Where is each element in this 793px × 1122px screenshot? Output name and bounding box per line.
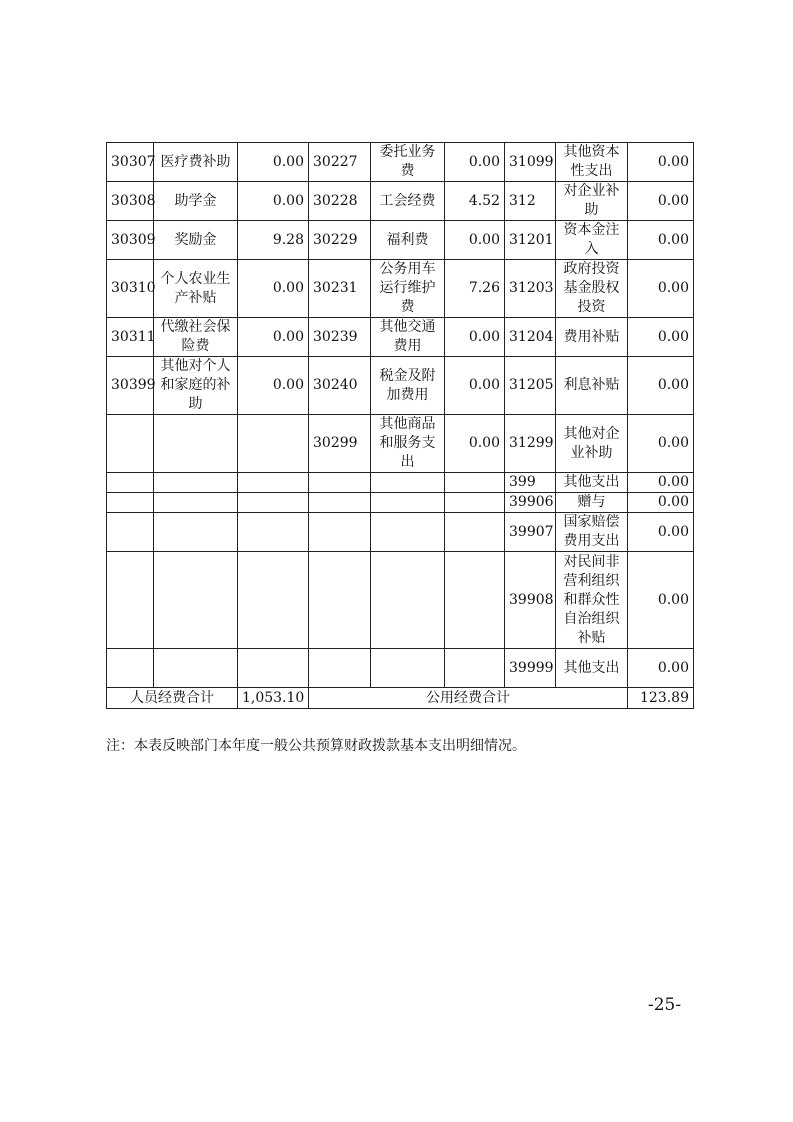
cell-name-2: 公务用车运行维护费 [371,260,445,318]
cell-code-3: 312 [505,182,556,221]
cell-name-3: 其他支出 [556,649,628,688]
cell-amount-1 [238,513,309,552]
cell-name-3: 国家赔偿费用支出 [556,513,628,552]
cell-name-2: 税金及附加费用 [371,357,445,415]
cell-name-1: 代缴社会保险费 [154,318,238,357]
table-body [107,143,694,688]
cell-code-2: 30229 [309,221,371,260]
table-row [107,182,694,221]
cell-code-3: 39907 [505,513,556,552]
table-row [107,649,694,688]
cell-code-2 [309,473,371,493]
table-note: 注：本表反映部门本年度一般公共预算财政拨款基本支出明细情况。 [106,738,526,754]
personnel-total-value: 1,053.10 [238,688,309,709]
cell-name-1 [154,415,238,473]
cell-amount-2 [445,552,505,649]
cell-amount-2 [445,493,505,513]
cell-amount-2: 4.52 [445,182,505,221]
cell-name-1: 个人农业生产补贴 [154,260,238,318]
cell-amount-3: 0.00 [628,415,694,473]
table-row [107,318,694,357]
cell-amount-1 [238,649,309,688]
cell-name-2: 工会经费 [371,182,445,221]
cell-amount-1 [238,415,309,473]
cell-amount-1 [238,493,309,513]
cell-code-1: 30308 [107,182,154,221]
cell-code-2: 30227 [309,143,371,182]
cell-code-1 [107,415,154,473]
cell-name-1 [154,513,238,552]
table-row [107,143,694,182]
cell-code-1 [107,649,154,688]
cell-name-2 [371,493,445,513]
cell-name-1 [154,473,238,493]
cell-code-3: 31203 [505,260,556,318]
cell-name-3: 赠与 [556,493,628,513]
cell-amount-2: 0.00 [445,143,505,182]
cell-code-1 [107,513,154,552]
cell-code-1 [107,493,154,513]
cell-code-1: 30309 [107,221,154,260]
cell-amount-3: 0.00 [628,221,694,260]
cell-amount-2 [445,649,505,688]
cell-code-3: 39999 [505,649,556,688]
cell-amount-1: 0.00 [238,182,309,221]
cell-code-1: 30399 [107,357,154,415]
cell-name-3: 其他对企业补助 [556,415,628,473]
cell-amount-3: 0.00 [628,260,694,318]
table-row [107,552,694,649]
cell-name-2 [371,552,445,649]
totals-row [107,688,694,709]
table-row [107,513,694,552]
table-row [107,260,694,318]
cell-code-2: 30231 [309,260,371,318]
cell-code-3: 399 [505,473,556,493]
cell-code-2 [309,649,371,688]
cell-name-3: 费用补贴 [556,318,628,357]
cell-name-1: 助学金 [154,182,238,221]
cell-name-3: 对企业补助 [556,182,628,221]
cell-amount-3: 0.00 [628,357,694,415]
public-total-value: 123.89 [628,688,694,709]
cell-amount-2: 0.00 [445,357,505,415]
cell-amount-3: 0.00 [628,493,694,513]
cell-amount-2 [445,513,505,552]
cell-amount-3: 0.00 [628,473,694,493]
cell-code-3: 31204 [505,318,556,357]
cell-code-3: 31099 [505,143,556,182]
cell-amount-3: 0.00 [628,649,694,688]
cell-code-1: 30310 [107,260,154,318]
cell-name-1 [154,552,238,649]
cell-code-1 [107,552,154,649]
cell-amount-1 [238,473,309,493]
cell-code-2: 30239 [309,318,371,357]
table-row [107,493,694,513]
basic-expenditure-table [106,142,694,709]
cell-amount-2: 0.00 [445,318,505,357]
cell-name-2 [371,649,445,688]
cell-name-1: 奖励金 [154,221,238,260]
cell-amount-1: 0.00 [238,318,309,357]
cell-name-2 [371,473,445,493]
cell-code-1 [107,473,154,493]
cell-amount-2: 0.00 [445,415,505,473]
table-row [107,415,694,473]
cell-code-3: 31201 [505,221,556,260]
cell-code-2 [309,552,371,649]
cell-name-3: 利息补贴 [556,357,628,415]
cell-name-3: 对民间非营利组织和群众性自治组织补贴 [556,552,628,649]
cell-code-2: 30299 [309,415,371,473]
cell-name-2 [371,513,445,552]
cell-amount-3: 0.00 [628,513,694,552]
cell-name-1 [154,649,238,688]
cell-amount-3: 0.00 [628,552,694,649]
table-row [107,357,694,415]
cell-amount-3: 0.00 [628,182,694,221]
personnel-total-label: 人员经费合计 [107,688,238,709]
cell-code-2: 30240 [309,357,371,415]
cell-name-1: 其他对个人和家庭的补助 [154,357,238,415]
public-total-label: 公用经费合计 [309,688,628,709]
cell-amount-1: 0.00 [238,260,309,318]
cell-code-1: 30311 [107,318,154,357]
cell-amount-3: 0.00 [628,143,694,182]
cell-code-1: 30307 [107,143,154,182]
cell-name-1: 医疗费补助 [154,143,238,182]
cell-code-2 [309,513,371,552]
cell-name-2: 其他商品和服务支出 [371,415,445,473]
cell-code-2 [309,493,371,513]
cell-name-3: 政府投资基金股权投资 [556,260,628,318]
cell-code-3: 39906 [505,493,556,513]
page-number: -25- [648,995,682,1015]
cell-amount-2 [445,473,505,493]
cell-name-3: 其他资本性支出 [556,143,628,182]
cell-amount-3: 0.00 [628,318,694,357]
table-row [107,473,694,493]
cell-name-2: 福利费 [371,221,445,260]
cell-code-3: 39908 [505,552,556,649]
cell-amount-2: 7.26 [445,260,505,318]
cell-name-3: 资本金注入 [556,221,628,260]
cell-name-2: 其他交通费用 [371,318,445,357]
cell-name-3: 其他支出 [556,473,628,493]
cell-amount-1: 0.00 [238,143,309,182]
cell-code-3: 31299 [505,415,556,473]
table-row [107,221,694,260]
cell-name-2: 委托业务费 [371,143,445,182]
cell-amount-1: 9.28 [238,221,309,260]
cell-code-2: 30228 [309,182,371,221]
cell-amount-1: 0.00 [238,357,309,415]
cell-amount-2: 0.00 [445,221,505,260]
cell-amount-1 [238,552,309,649]
cell-name-1 [154,493,238,513]
cell-code-3: 31205 [505,357,556,415]
